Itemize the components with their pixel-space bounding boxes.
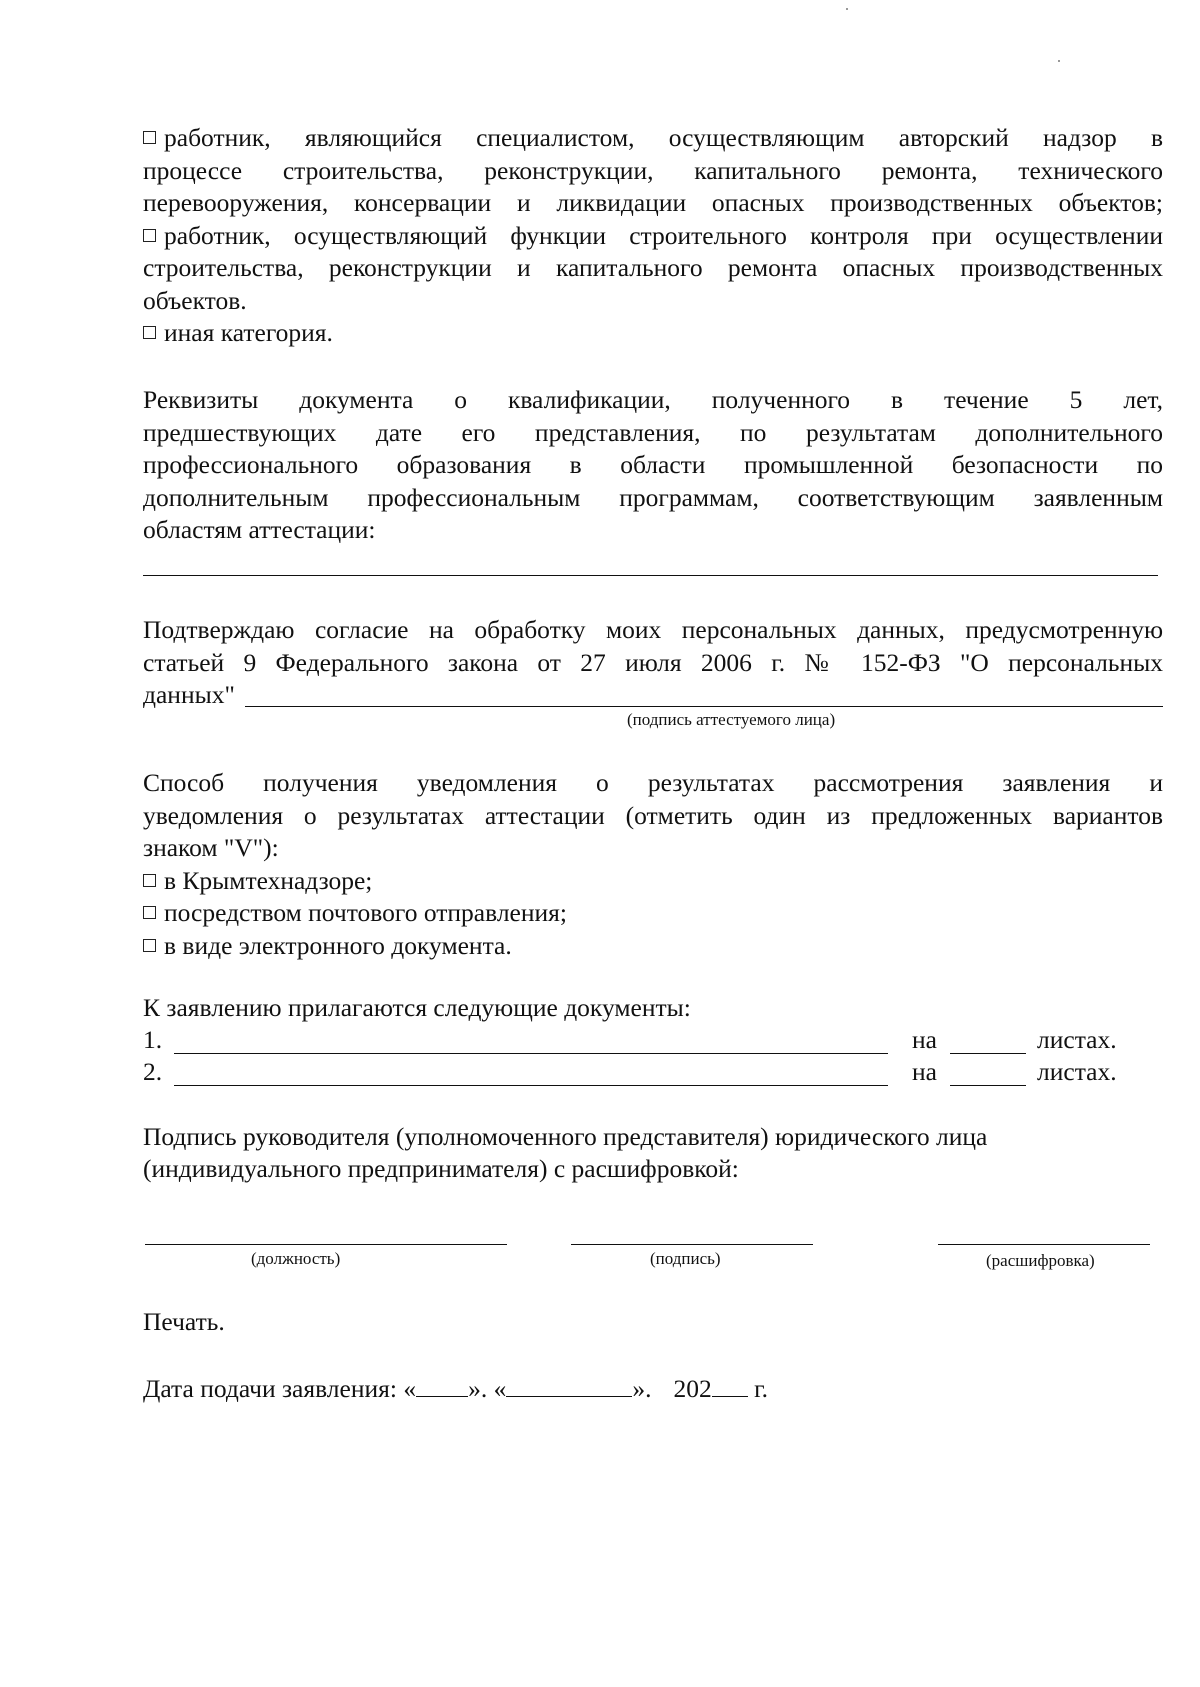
consent-signature-caption: (подпись аттестуемого лица) (627, 710, 836, 729)
date-year-field[interactable] (712, 1374, 748, 1397)
signature-heading-line2: (индивидуального предпринимателя) с расшифровкой: (143, 1154, 739, 1183)
submission-date: Дата подачи заявления: « ». « ». 202 г. (143, 1374, 769, 1403)
qualification-input-line[interactable] (143, 575, 1158, 576)
decoding-line[interactable] (938, 1244, 1150, 1245)
qualification-paragraph: Реквизиты документа о квалификации, полученного в течение 5 лет, предшествующих дате его представления, по результатам дополнительного профессионального образования в области промышленной безопасности по дополнительным профессиональным программам, соответствующим заявленным областям аттестации: (143, 385, 1163, 544)
category-item-construction-control: работник, осуществляющий функции строительного контроля при осуществлении строительства, реконструкции и капитального ремонта опасных производственных объектов. (143, 220, 1163, 315)
date-day-field[interactable] (416, 1374, 468, 1397)
signature-line[interactable] (571, 1244, 813, 1245)
checkbox-other-category[interactable] (143, 326, 156, 339)
attachments-heading: К заявлению прилагаются следующие документы: (143, 993, 691, 1022)
decoding-caption: (расшифровка) (986, 1251, 1095, 1270)
notification-paragraph: Способ получения уведомления о результатах рассмотрения заявления и уведомления о результатах аттестации (отметить один из предложенных вариантов знаком "V"): в Крымтехнадзоре; посредством почтового отправления; в виде электронного документа. (143, 767, 1163, 962)
checkbox-office[interactable] (143, 874, 156, 887)
notification-option-electronic: в виде электронного документа. (143, 930, 1163, 963)
signature-heading-line1: Подпись руководителя (уполномоченного представителя) юридического лица (143, 1122, 988, 1151)
position-caption: (должность) (251, 1249, 341, 1268)
stamp-label: Печать. (143, 1307, 225, 1336)
checkbox-construction-control[interactable] (143, 229, 156, 242)
category-item-other: иная категория. (143, 317, 1163, 350)
attachment-sheets-line[interactable] (950, 1053, 1026, 1054)
document-page: работник, являющийся специалистом, осуществляющим авторский надзор в процессе строительства, реконструкции, капитального ремонта, технического перевооружения, консервации и ликвидации опасных производственных объектов; работник, осуществляющий функции строительного контроля при осуществлении строительства, реконструкции и капитального ремонта опасных производственных объектов. иная категория. Реквизиты документа о квалификации, полученного в течение 5 лет, предшествующих дате его представления, по результатам дополнительного профессионального образования в области промышленной безопасности по дополнительным профессиональным программам, соответствующим заявленным областям аттестации: Подтверждаю согласие на обработку моих персональных данных, предусмотренную статьей 9 Федерального закона от 27 июля 2006 г. № 152-ФЗ "О персональных данных" (подпись аттестуемого лица) Способ получения уведомления о результатах рассмотрения заявления и уведомления о результатах аттестации (отметить один из предложенных вариантов знаком "V"): в Крымтехнадзоре; посредством почтового отправления; в виде электронного документа. К заявлению прилагаются следующие документы: 1. на листах. 2. на листах. Подпись руководителя (уполномоченного представителя) юридического лица (индивидуального предпринимателя) с расшифровкой: (должность) (подпись) (расшифровка) Печать. Дата подачи заявления: « ». « ». 202 г. (0, 0, 1200, 1687)
attachment-name-line[interactable] (174, 1085, 888, 1086)
scan-artifact (1058, 60, 1060, 62)
attachment-name-line[interactable] (174, 1053, 888, 1054)
notification-option-post: посредством почтового отправления; (143, 897, 1163, 930)
checkbox-electronic[interactable] (143, 939, 156, 952)
consent-signature-line[interactable] (245, 706, 1163, 707)
category-item-author-supervision: работник, являющийся специалистом, осуществляющим авторский надзор в процессе строительства, реконструкции, капитального ремонта, технического перевооружения, консервации и ликвидации опасных производственных объектов; (143, 123, 1163, 217)
scan-artifact (846, 8, 848, 10)
checkbox-author-supervision[interactable] (143, 131, 156, 144)
notification-option-office: в Крымтехнадзоре; (143, 865, 1163, 898)
category-list (143, 122, 1163, 350)
position-line[interactable] (145, 1244, 507, 1245)
date-month-field[interactable] (506, 1374, 632, 1397)
attachment-sheets-line[interactable] (950, 1085, 1026, 1086)
checkbox-post[interactable] (143, 906, 156, 919)
signature-caption: (подпись) (650, 1249, 721, 1268)
consent-paragraph: Подтверждаю согласие на обработку моих персональных данных, предусмотренную статьей 9 Федерального закона от 27 июля 2006 г. № 152-ФЗ "О персональных данных" (143, 615, 1163, 709)
